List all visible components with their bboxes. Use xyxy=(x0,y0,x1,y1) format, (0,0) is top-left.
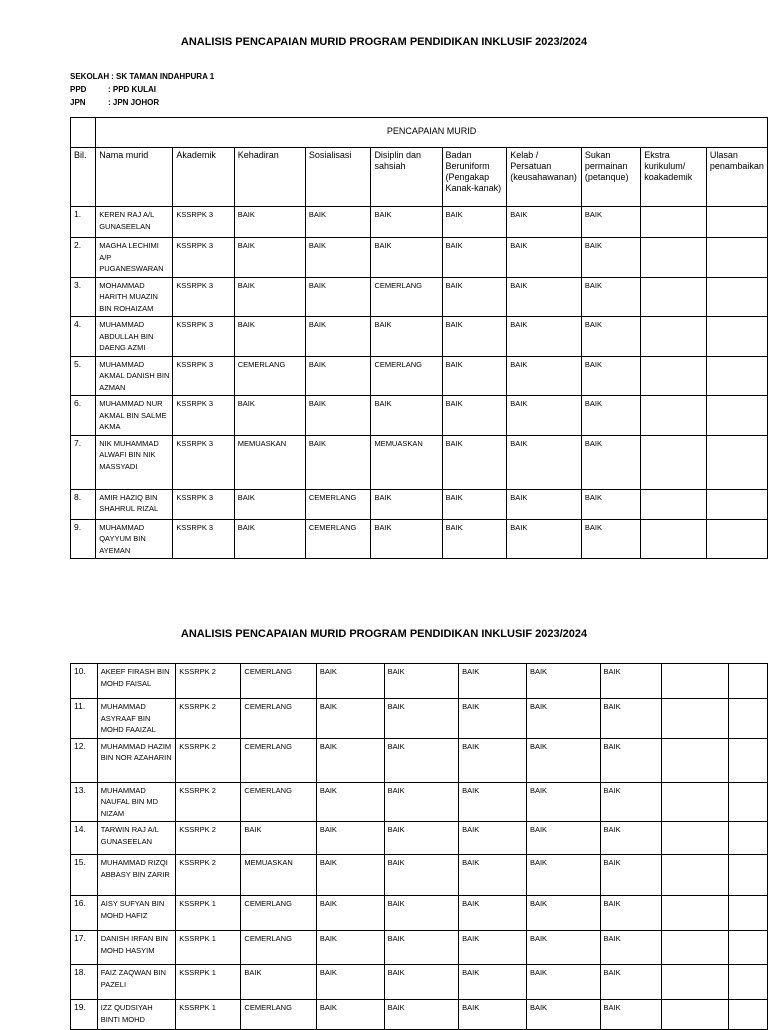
table-row xyxy=(71,965,768,1000)
cell-no: 14. xyxy=(71,822,98,855)
cell-akademik: KSSRPK 1 xyxy=(176,931,241,965)
cell-sosialisasi: BAIK xyxy=(305,435,371,489)
table-row xyxy=(71,738,768,782)
cell-badan: BAIK xyxy=(442,519,507,559)
column-header-sosialisasi: Sosialisasi xyxy=(305,148,371,207)
column-header-sukan: Sukan permainan (petanque) xyxy=(581,148,640,207)
cell-akademik: KSSRPK 2 xyxy=(176,822,241,855)
cell-disiplin: BAIK xyxy=(384,699,459,739)
cell-sukan: BAIK xyxy=(581,277,640,317)
cell-badan: BAIK xyxy=(459,931,527,965)
cell-kehadiran: BAIK xyxy=(234,396,305,436)
column-header-ulasan: Ulasan penambaikan xyxy=(706,148,767,207)
cell-no: 17. xyxy=(71,931,98,965)
cell-kelab: BAIK xyxy=(507,519,582,559)
cell-no: 12. xyxy=(71,738,98,782)
cell-akademik: KSSRPK 1 xyxy=(176,896,241,931)
cell-kelab: BAIK xyxy=(526,855,600,896)
cell-badan: BAIK xyxy=(459,896,527,931)
cell-kelab: BAIK xyxy=(526,738,600,782)
cell-no: 2. xyxy=(71,238,96,278)
table-row xyxy=(71,277,768,317)
cell-ulasan xyxy=(728,664,767,699)
cell-kehadiran: CEMERLANG xyxy=(241,782,316,822)
cell-akademik: KSSRPK 2 xyxy=(176,782,241,822)
cell-akademik: KSSRPK 2 xyxy=(176,699,241,739)
meta-row-ppd xyxy=(70,83,214,96)
cell-badan: BAIK xyxy=(459,664,527,699)
cell-disiplin: BAIK xyxy=(384,822,459,855)
table-row xyxy=(71,664,768,699)
cell-kehadiran: BAIK xyxy=(234,238,305,278)
table-row xyxy=(71,489,768,519)
cell-ulasan xyxy=(706,519,767,559)
cell-ulasan xyxy=(728,738,767,782)
table-row xyxy=(71,519,768,559)
cell-name: MUHAMMAD QAYYUM BIN AYEMAN xyxy=(96,519,173,559)
cell-kelab: BAIK xyxy=(507,207,582,238)
cell-badan: BAIK xyxy=(442,317,507,357)
cell-kelab: BAIK xyxy=(526,822,600,855)
achievement-table-page1 xyxy=(70,117,768,559)
cell-akademik: KSSRPK 2 xyxy=(176,855,241,896)
cell-disiplin: CEMERLANG xyxy=(371,356,442,396)
cell-sukan: BAIK xyxy=(581,356,640,396)
meta-label: JPN xyxy=(70,98,86,107)
cell-sukan: BAIK xyxy=(581,207,640,238)
cell-ekstra xyxy=(641,207,707,238)
cell-akademik: KSSRPK 1 xyxy=(176,965,241,1000)
cell-kelab: BAIK xyxy=(526,699,600,739)
cell-no: 8. xyxy=(71,489,96,519)
meta-row-sekolah xyxy=(70,70,214,83)
meta-row-jpn xyxy=(70,96,214,109)
cell-badan: BAIK xyxy=(442,207,507,238)
cell-disiplin: CEMERLANG xyxy=(371,277,442,317)
cell-sosialisasi: BAIK xyxy=(316,1000,384,1030)
cell-kehadiran: BAIK xyxy=(234,519,305,559)
cell-akademik: KSSRPK 3 xyxy=(173,238,234,278)
cell-name: AISY SUFYAN BIN MOHD HAFIZ xyxy=(97,896,175,931)
document-title: ANALISIS PENCAPAIAN MURID PROGRAM PENDIDIKAN INKLUSIF 2023/2024 xyxy=(180,36,588,48)
cell-ekstra xyxy=(641,435,707,489)
cell-ulasan xyxy=(706,238,767,278)
cell-ulasan xyxy=(706,435,767,489)
cell-no: 15. xyxy=(71,855,98,896)
cell-disiplin: BAIK xyxy=(371,317,442,357)
cell-kelab: BAIK xyxy=(507,435,582,489)
cell-sukan: BAIK xyxy=(581,238,640,278)
cell-ekstra xyxy=(641,396,707,436)
cell-ulasan xyxy=(706,317,767,357)
table-row xyxy=(71,396,768,436)
cell-sukan: BAIK xyxy=(600,782,661,822)
cell-sosialisasi: BAIK xyxy=(316,822,384,855)
cell-ekstra xyxy=(641,489,707,519)
cell-ulasan xyxy=(706,396,767,436)
cell-no: 18. xyxy=(71,965,98,1000)
cell-sosialisasi: CEMERLANG xyxy=(305,489,371,519)
cell-disiplin: BAIK xyxy=(384,664,459,699)
cell-sosialisasi: BAIK xyxy=(316,782,384,822)
table-row xyxy=(71,435,768,489)
cell-kehadiran: CEMERLANG xyxy=(241,1000,316,1030)
meta-value: : PPD KULAI xyxy=(108,85,156,94)
cell-sosialisasi: BAIK xyxy=(316,896,384,931)
cell-name: MUHAMMAD HAZIM BIN NOR AZAHARIN xyxy=(97,738,175,782)
cell-no: 16. xyxy=(71,896,98,931)
cell-disiplin: BAIK xyxy=(384,738,459,782)
cell-kehadiran: CEMERLANG xyxy=(241,931,316,965)
cell-ulasan xyxy=(728,896,767,931)
table-row xyxy=(71,822,768,855)
cell-name: MUHAMMAD ASYRAAF BIN MOHD FAAIZAL xyxy=(97,699,175,739)
cell-name: DANISH IRFAN BIN MOHD HASYIM xyxy=(97,931,175,965)
table-row xyxy=(71,356,768,396)
cell-kehadiran: BAIK xyxy=(234,277,305,317)
cell-ekstra xyxy=(661,664,728,699)
cell-akademik: KSSRPK 3 xyxy=(173,277,234,317)
cell-badan: BAIK xyxy=(442,489,507,519)
cell-kelab: BAIK xyxy=(507,396,582,436)
meta-value: : SK TAMAN INDAHPURA 1 xyxy=(111,72,215,81)
cell-kelab: BAIK xyxy=(526,896,600,931)
cell-sukan: BAIK xyxy=(600,699,661,739)
cell-akademik: KSSRPK 3 xyxy=(173,519,234,559)
cell-kehadiran: CEMERLANG xyxy=(234,356,305,396)
cell-ekstra xyxy=(661,931,728,965)
cell-ekstra xyxy=(661,699,728,739)
cell-kehadiran: BAIK xyxy=(241,822,316,855)
cell-badan: BAIK xyxy=(459,965,527,1000)
cell-name: MUHAMMAD NUR AKMAL BIN SALME AKMA xyxy=(96,396,173,436)
cell-sukan: BAIK xyxy=(600,931,661,965)
cell-akademik: KSSRPK 3 xyxy=(173,356,234,396)
table-row xyxy=(71,896,768,931)
cell-ekstra xyxy=(641,519,707,559)
cell-name: IZZ QUDSIYAH BINTI MOHD xyxy=(97,1000,175,1030)
cell-sosialisasi: BAIK xyxy=(316,855,384,896)
cell-disiplin: MEMUASKAN xyxy=(371,435,442,489)
cell-ekstra xyxy=(641,277,707,317)
cell-sosialisasi: BAIK xyxy=(305,317,371,357)
cell-akademik: KSSRPK 2 xyxy=(176,738,241,782)
cell-kelab: BAIK xyxy=(507,489,582,519)
achievement-table-page2 xyxy=(70,663,768,1030)
cell-ekstra xyxy=(661,782,728,822)
cell-kelab: BAIK xyxy=(526,1000,600,1030)
cell-sosialisasi: BAIK xyxy=(316,931,384,965)
cell-ulasan xyxy=(728,699,767,739)
cell-disiplin: BAIK xyxy=(371,489,442,519)
cell-name: FAIZ ZAQWAN BIN PAZELI xyxy=(97,965,175,1000)
cell-sosialisasi: BAIK xyxy=(305,238,371,278)
cell-kehadiran: CEMERLANG xyxy=(241,896,316,931)
meta-label: SEKOLAH xyxy=(70,72,110,81)
cell-disiplin: BAIK xyxy=(384,965,459,1000)
cell-sukan: BAIK xyxy=(581,317,640,357)
cell-no: 3. xyxy=(71,277,96,317)
cell-sukan: BAIK xyxy=(581,519,640,559)
cell-kehadiran: BAIK xyxy=(234,317,305,357)
cell-ulasan xyxy=(728,965,767,1000)
column-header-kehadiran: Kehadiran xyxy=(234,148,305,207)
cell-sukan: BAIK xyxy=(600,855,661,896)
cell-sosialisasi: CEMERLANG xyxy=(305,519,371,559)
group-header: PENCAPAIAN MURID xyxy=(96,118,768,148)
cell-sukan: BAIK xyxy=(581,435,640,489)
cell-ulasan xyxy=(728,931,767,965)
column-header-disiplin: Disiplin dan sahsiah xyxy=(371,148,442,207)
column-header-bil: Bil. xyxy=(71,148,96,207)
cell-name: MUHAMMAD AKMAL DANISH BIN AZMAN xyxy=(96,356,173,396)
cell-badan: BAIK xyxy=(459,738,527,782)
cell-ekstra xyxy=(641,317,707,357)
cell-kelab: BAIK xyxy=(507,356,582,396)
cell-name: AKEEF FIRASH BIN MOHD FAISAL xyxy=(97,664,175,699)
cell-ekstra xyxy=(661,965,728,1000)
cell-no: 19. xyxy=(71,1000,98,1030)
cell-name: NIK MUHAMMAD ALWAFI BIN NIK MASSYADI xyxy=(96,435,173,489)
cell-no: 6. xyxy=(71,396,96,436)
cell-ekstra xyxy=(661,738,728,782)
cell-no: 10. xyxy=(71,664,98,699)
school-info xyxy=(70,70,214,109)
cell-kehadiran: BAIK xyxy=(234,207,305,238)
cell-disiplin: BAIK xyxy=(371,396,442,436)
cell-no: 11. xyxy=(71,699,98,739)
cell-kelab: BAIK xyxy=(507,317,582,357)
cell-name: MOHAMMAD HARITH MUAZIN BIN ROHAIZAM xyxy=(96,277,173,317)
cell-ekstra xyxy=(641,238,707,278)
cell-sukan: BAIK xyxy=(581,396,640,436)
cell-ulasan xyxy=(706,277,767,317)
cell-badan: BAIK xyxy=(442,435,507,489)
cell-no: 9. xyxy=(71,519,96,559)
table-row xyxy=(71,317,768,357)
cell-disiplin: BAIK xyxy=(384,896,459,931)
cell-no: 13. xyxy=(71,782,98,822)
cell-sukan: BAIK xyxy=(600,1000,661,1030)
cell-kelab: BAIK xyxy=(526,664,600,699)
cell-sosialisasi: BAIK xyxy=(305,396,371,436)
cell-badan: BAIK xyxy=(442,277,507,317)
cell-badan: BAIK xyxy=(459,822,527,855)
table-row xyxy=(71,238,768,278)
cell-ekstra xyxy=(661,822,728,855)
cell-sosialisasi: BAIK xyxy=(316,965,384,1000)
cell-sosialisasi: BAIK xyxy=(305,207,371,238)
table-row xyxy=(71,699,768,739)
table-row xyxy=(71,1000,768,1030)
cell-kehadiran: MEMUASKAN xyxy=(241,855,316,896)
cell-kelab: BAIK xyxy=(507,238,582,278)
cell-sosialisasi: BAIK xyxy=(316,699,384,739)
cell-sukan: BAIK xyxy=(600,664,661,699)
cell-kelab: BAIK xyxy=(526,931,600,965)
cell-name: MUHAMMAD RIZQI ABBASY BIN ZARIR xyxy=(97,855,175,896)
cell-ulasan xyxy=(706,207,767,238)
cell-name: MAGHA LECHIMI A/P PUGANESWARAN xyxy=(96,238,173,278)
cell-name: MUHAMMAD NAUFAL BIN MD NIZAM xyxy=(97,782,175,822)
cell-name: MUHAMMAD ABDULLAH BIN DAENG AZMI xyxy=(96,317,173,357)
cell-disiplin: BAIK xyxy=(384,931,459,965)
cell-name: KEREN RAJ A/L GUNASEELAN xyxy=(96,207,173,238)
cell-ulasan xyxy=(728,855,767,896)
cell-akademik: KSSRPK 3 xyxy=(173,489,234,519)
cell-akademik: KSSRPK 3 xyxy=(173,435,234,489)
table-row xyxy=(71,782,768,822)
cell-badan: BAIK xyxy=(442,396,507,436)
cell-ulasan xyxy=(728,782,767,822)
column-header-nama-murid: Nama murid xyxy=(96,148,173,207)
cell-akademik: KSSRPK 2 xyxy=(176,664,241,699)
cell-kehadiran: CEMERLANG xyxy=(241,699,316,739)
column-header-kelab-persatuan: Kelab / Persatuan (keusahawanan) xyxy=(507,148,582,207)
cell-badan: BAIK xyxy=(459,699,527,739)
cell-ulasan xyxy=(728,822,767,855)
cell-kelab: BAIK xyxy=(507,277,582,317)
cell-kehadiran: MEMUASKAN xyxy=(234,435,305,489)
cell-sukan: BAIK xyxy=(581,489,640,519)
cell-name: AMIR HAZIQ BIN SHAHRUL RIZAL xyxy=(96,489,173,519)
meta-label: PPD xyxy=(70,85,87,94)
cell-akademik: KSSRPK 3 xyxy=(173,396,234,436)
cell-sosialisasi: BAIK xyxy=(316,738,384,782)
cell-badan: BAIK xyxy=(442,356,507,396)
table-row xyxy=(71,931,768,965)
cell-disiplin: BAIK xyxy=(384,782,459,822)
column-header-badan-beruniform: Badan Beruniform (Pengakap Kanak-kanak) xyxy=(442,148,507,207)
cell-badan: BAIK xyxy=(459,782,527,822)
cell-sukan: BAIK xyxy=(600,896,661,931)
cell-no: 4. xyxy=(71,317,96,357)
cell-ekstra xyxy=(641,356,707,396)
cell-ekstra xyxy=(661,1000,728,1030)
cell-no: 7. xyxy=(71,435,96,489)
cell-kelab: BAIK xyxy=(526,782,600,822)
cell-ulasan xyxy=(728,1000,767,1030)
table-row xyxy=(71,207,768,238)
cell-no: 5. xyxy=(71,356,96,396)
cell-kehadiran: CEMERLANG xyxy=(241,738,316,782)
cell-disiplin: BAIK xyxy=(371,519,442,559)
cell-badan: BAIK xyxy=(459,855,527,896)
meta-value: : JPN JOHOR xyxy=(108,98,160,107)
column-header-akademik: Akademik xyxy=(173,148,234,207)
cell-no: 1. xyxy=(71,207,96,238)
cell-disiplin: BAIK xyxy=(371,238,442,278)
cell-ulasan xyxy=(706,356,767,396)
column-header-ekstra-kurikulum: Ekstra kurikulum/ koakademik xyxy=(641,148,707,207)
cell-sosialisasi: BAIK xyxy=(305,356,371,396)
cell-sukan: BAIK xyxy=(600,965,661,1000)
cell-akademik: KSSRPK 3 xyxy=(173,207,234,238)
cell-disiplin: BAIK xyxy=(384,855,459,896)
cell-ekstra xyxy=(661,896,728,931)
cell-kehadiran: BAIK xyxy=(241,965,316,1000)
document-title-page2: ANALISIS PENCAPAIAN MURID PROGRAM PENDIDIKAN INKLUSIF 2023/2024 xyxy=(180,628,588,640)
cell-kelab: BAIK xyxy=(526,965,600,1000)
cell-kehadiran: CEMERLANG xyxy=(241,664,316,699)
cell-ekstra xyxy=(661,855,728,896)
cell-sosialisasi: BAIK xyxy=(316,664,384,699)
cell-disiplin: BAIK xyxy=(384,1000,459,1030)
cell-badan: BAIK xyxy=(459,1000,527,1030)
cell-akademik: KSSRPK 3 xyxy=(173,317,234,357)
cell-kehadiran: BAIK xyxy=(234,489,305,519)
cell-akademik: KSSRPK 1 xyxy=(176,1000,241,1030)
cell-ulasan xyxy=(706,489,767,519)
cell-sukan: BAIK xyxy=(600,738,661,782)
table-row xyxy=(71,855,768,896)
cell-badan: BAIK xyxy=(442,238,507,278)
cell-disiplin: BAIK xyxy=(371,207,442,238)
cell-sosialisasi: BAIK xyxy=(305,277,371,317)
cell-sukan: BAIK xyxy=(600,822,661,855)
cell-name: TARWIN RAJ A/L GUNASEELAN xyxy=(97,822,175,855)
